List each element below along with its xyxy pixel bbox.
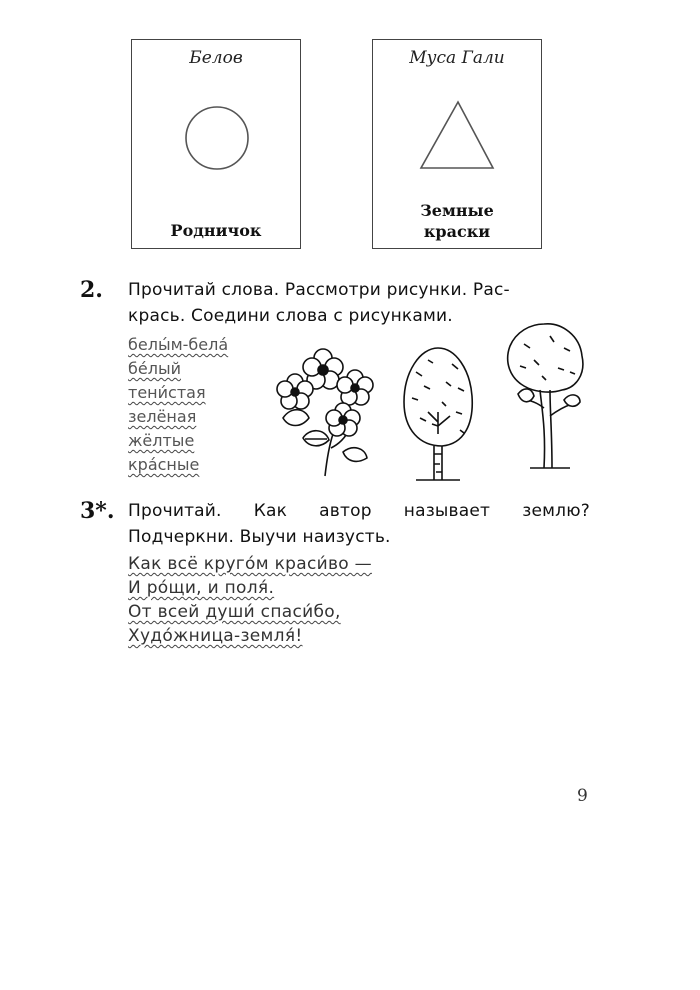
oak-tree-icon [500,320,590,470]
word-item: бе́лый [128,359,181,378]
flower-branch-icon [273,348,383,478]
task-3-word: Как [253,501,288,521]
poem-line: Как всё круго́м краси́во — [128,554,372,574]
word-item: белы́м-бела́ [128,335,229,354]
word-item: тени́стая [128,383,206,402]
word-item: кра́сные [128,455,200,474]
birch-tree-icon [398,342,478,482]
task-2-line-2: крась. Соедини слова с рисунками. [128,306,453,326]
poem [128,552,372,648]
task-3-line-1 [128,498,590,524]
card-author: Белов [189,48,243,68]
task-2-line-1: Прочитай слова. Рассмотри рисунки. Рас- [128,280,510,300]
circle-icon [132,40,302,250]
card-author: Муса Гали [409,48,505,68]
task-3-number: 3*. [80,498,115,524]
task-3-instructions [128,498,590,550]
poem-line: От всей души́ спаси́бо, [128,602,341,622]
task-3-word: Прочитай. [128,501,222,521]
word-item: зелёная [128,407,197,426]
task-2-word-list [128,333,228,477]
task-2-number: 2. [80,277,103,303]
task-3-word: называет [403,501,491,521]
task-3-word: автор [319,501,372,521]
book-card-belov [131,39,301,249]
poem-line: Худо́жница-земля́! [128,626,303,646]
card-book-title: Родничок [170,221,262,240]
task-3-word: землю? [522,501,590,521]
task-3-line-2: Подчеркни. Выучи наизусть. [128,527,391,547]
word-item: жёлтые [128,431,195,450]
card-book-title: Земные краски [420,201,494,241]
poem-line: И ро́щи, и поля́. [128,578,275,598]
page-number: 9 [577,786,588,806]
book-card-musa-gali [372,39,542,249]
